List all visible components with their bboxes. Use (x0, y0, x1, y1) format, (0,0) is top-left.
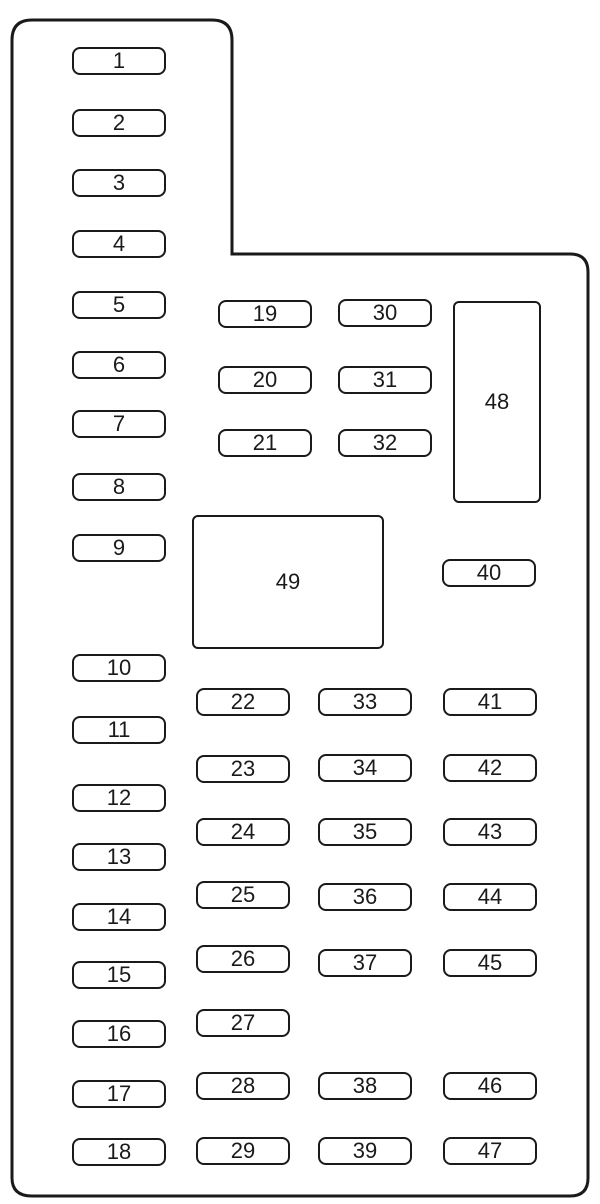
fuse-label: 47 (477, 1138, 503, 1163)
fuse-label: 8 (112, 474, 126, 499)
fuse-label: 14 (106, 904, 132, 929)
fuse-10 (72, 654, 166, 682)
fuse-label: 25 (230, 882, 256, 907)
fuse-24 (196, 818, 290, 846)
fuse-26 (196, 945, 290, 973)
fuse-label: 42 (477, 755, 503, 780)
fuse-41 (443, 688, 537, 716)
fuse-17 (72, 1080, 166, 1108)
fuse-label: 12 (106, 785, 132, 810)
fuse-46 (443, 1072, 537, 1100)
fuse-14 (72, 903, 166, 931)
fuse-32 (338, 429, 432, 457)
fuse-9 (72, 534, 166, 562)
relay-49 (192, 515, 384, 649)
fuse-27 (196, 1009, 290, 1037)
fuse-15 (72, 961, 166, 989)
fuse-12 (72, 784, 166, 812)
fuse-label: 40 (476, 560, 502, 585)
fuse-label: 26 (230, 946, 256, 971)
fuse-label: 9 (112, 535, 126, 560)
fuse-19 (218, 300, 312, 328)
fuse-33 (318, 688, 412, 716)
fuse-20 (218, 366, 312, 394)
fuse-7 (72, 410, 166, 438)
fuse-label: 29 (230, 1138, 256, 1163)
fuse-label: 16 (106, 1021, 132, 1046)
fuse-35 (318, 818, 412, 846)
fuse-label: 35 (352, 819, 378, 844)
fuse-44 (443, 883, 537, 911)
fuse-42 (443, 754, 537, 782)
fuse-label: 21 (252, 430, 278, 455)
fuse-11 (72, 716, 166, 744)
fuse-label: 4 (112, 231, 126, 256)
fuse-label: 15 (106, 962, 132, 987)
fuse-label: 10 (106, 655, 132, 680)
fuse-label: 46 (477, 1073, 503, 1098)
fuse-label: 28 (230, 1073, 256, 1098)
fuse-37 (318, 949, 412, 977)
fuse-label: 38 (352, 1073, 378, 1098)
fuse-label: 27 (230, 1010, 256, 1035)
fuse-5 (72, 291, 166, 319)
fuse-39 (318, 1137, 412, 1165)
fuse-34 (318, 754, 412, 782)
fuse-8 (72, 473, 166, 501)
fuse-label: 37 (352, 950, 378, 975)
fuse-6 (72, 351, 166, 379)
fuse-label: 18 (106, 1139, 132, 1164)
fuse-label: 20 (252, 367, 278, 392)
relay-label: 49 (275, 569, 301, 594)
fuse-31 (338, 366, 432, 394)
fuse-29 (196, 1137, 290, 1165)
fuse-25 (196, 881, 290, 909)
fuse-label: 39 (352, 1138, 378, 1163)
fuse-label: 17 (106, 1081, 132, 1106)
relay-label: 48 (484, 389, 510, 414)
fuse-36 (318, 883, 412, 911)
fuse-label: 30 (372, 300, 398, 325)
fuse-22 (196, 688, 290, 716)
fuse-label: 1 (112, 48, 126, 73)
fuse-label: 32 (372, 430, 398, 455)
fuse-label: 44 (477, 884, 503, 909)
fuse-21 (218, 429, 312, 457)
fuse-43 (443, 818, 537, 846)
relay-48 (453, 301, 541, 503)
fuse-40 (442, 559, 536, 587)
fuse-18 (72, 1138, 166, 1166)
fuse-16 (72, 1020, 166, 1048)
fuse-30 (338, 299, 432, 327)
fuse-label: 22 (230, 689, 256, 714)
fuse-label: 41 (477, 689, 503, 714)
fuse-45 (443, 949, 537, 977)
fuse-1 (72, 47, 166, 75)
fuse-label: 24 (230, 819, 256, 844)
fuse-2 (72, 109, 166, 137)
fuse-label: 13 (106, 844, 132, 869)
fuse-label: 7 (112, 411, 126, 436)
fuse-label: 6 (112, 352, 126, 377)
fuse-47 (443, 1137, 537, 1165)
fuse-28 (196, 1072, 290, 1100)
fuse-label: 3 (112, 170, 126, 195)
fuse-label: 23 (230, 756, 256, 781)
fuse-label: 43 (477, 819, 503, 844)
fuse-label: 34 (352, 755, 378, 780)
fuse-13 (72, 843, 166, 871)
fuse-label: 5 (112, 292, 126, 317)
fuse-label: 11 (107, 717, 131, 742)
fuse-3 (72, 169, 166, 197)
fuse-label: 19 (252, 301, 278, 326)
fuse-label: 45 (477, 950, 503, 975)
fuse-label: 31 (372, 367, 398, 392)
fuse-4 (72, 230, 166, 258)
fuse-label: 36 (352, 884, 378, 909)
fuse-38 (318, 1072, 412, 1100)
fuse-label: 2 (112, 110, 126, 135)
fuse-23 (196, 755, 290, 783)
fuse-label: 33 (352, 689, 378, 714)
